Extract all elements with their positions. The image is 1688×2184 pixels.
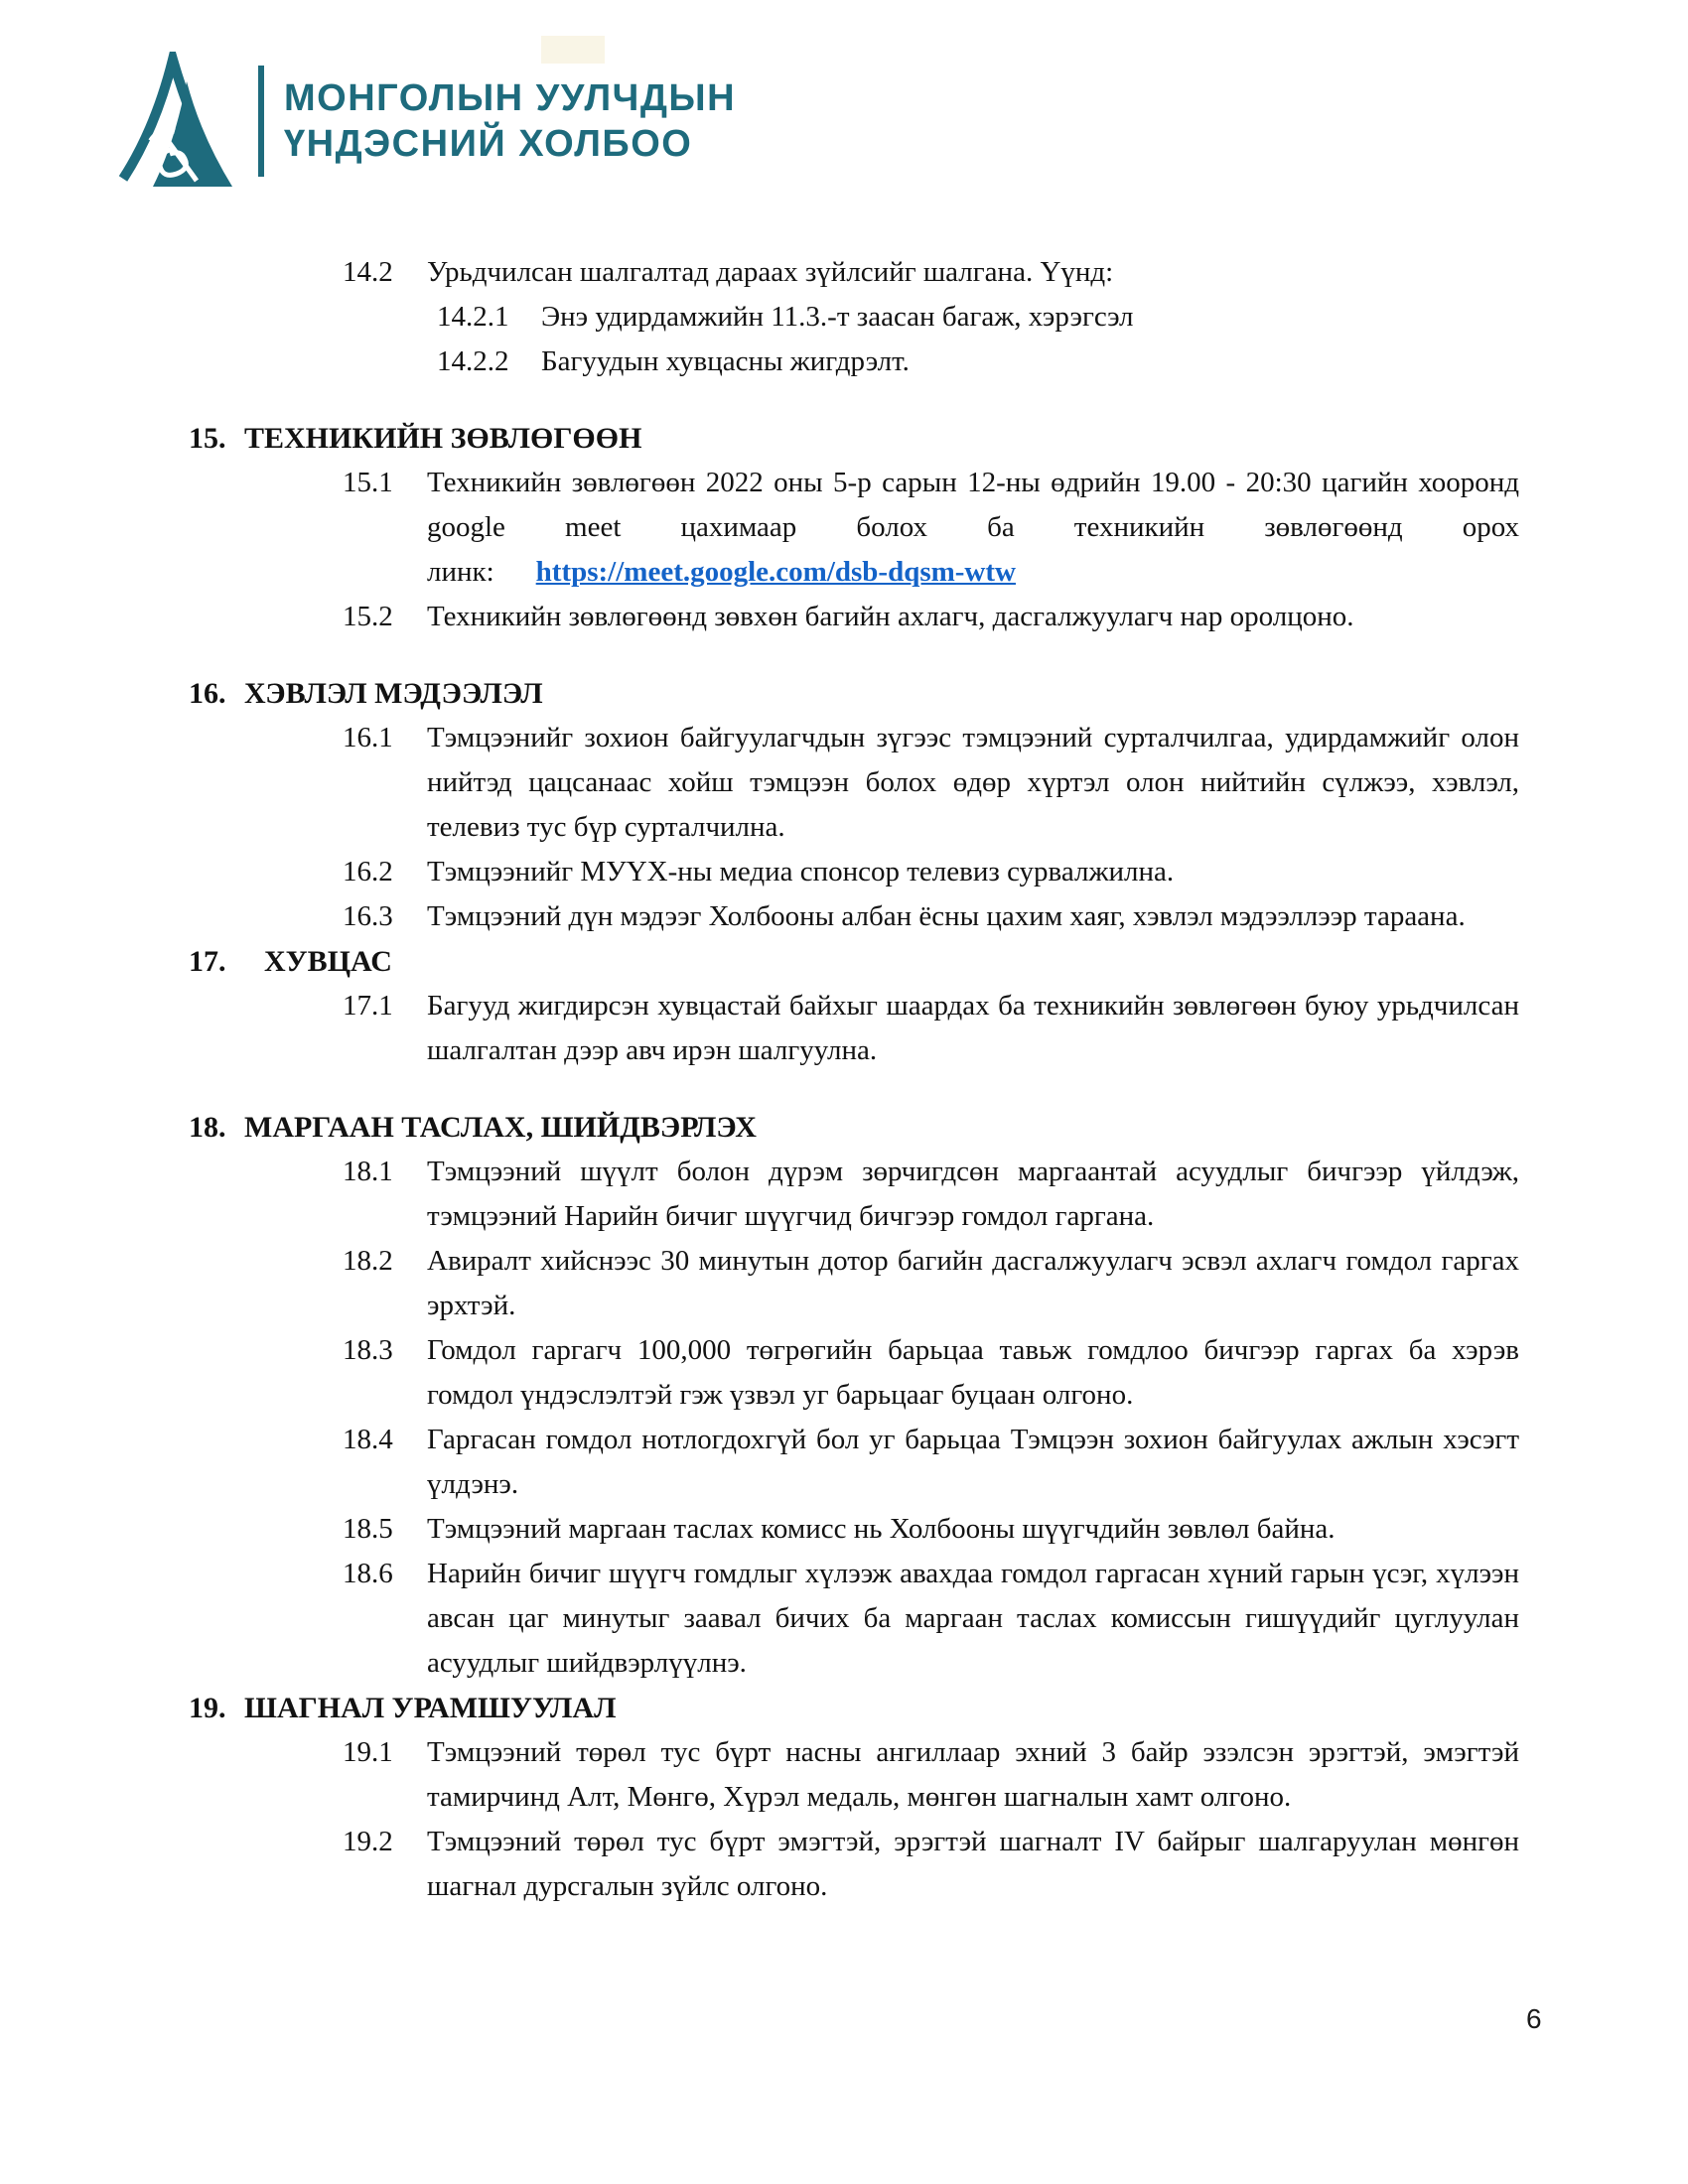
item-text: Тэмцээний маргаан таслах комисс нь Холбооны шүүгчдийн зөвлөл байна. [427,1513,1336,1545]
item-number: 19.2 [343,1826,393,1857]
heading-title: ШАГНАЛ УРАМШУУЛАЛ [244,1692,617,1724]
item-text: Тэмцээнийг зохион байгуулагчдын зүгээс тэмцээний сурталчилгаа, удирдамжийг олон нийтэд цацсанаас хойш тэмцээн болох өдөр хүртэл олон нийтийн сүлжээ, хэвлэл, телевиз тус бүр сурталчилна. [427,722,1519,843]
list-item-16-2 [343,850,1519,894]
item-text: Энэ удирдамжийн 11.3.-т заасан багаж, хэрэгсэл [541,301,1134,333]
item-number: 16.3 [343,900,393,932]
org-name-line2: ҮНДЭСНИЙ ХОЛБОО [284,123,693,165]
list-item-16-1 [343,716,1519,850]
list-item-15-1 [343,461,1519,595]
meet-link[interactable]: https://meet.google.com/dsb-dqsm-wtw [535,556,1016,588]
item-number: 15.2 [343,601,393,632]
heading-title: ХУВЦАС [264,945,392,978]
list-item-18-6 [343,1552,1519,1686]
section-heading-17 [189,939,1519,984]
item-number: 15.1 [343,467,393,498]
item-number: 17.1 [343,990,393,1022]
spacer [189,639,1519,671]
item-text [427,461,1519,595]
spacer [189,1073,1519,1105]
item-number: 18.3 [343,1334,393,1366]
item-number: 18.5 [343,1513,393,1545]
logo-divider [258,66,264,177]
item-text: Тэмцээний шүүлт болон дүрэм зөрчигдсөн маргаантай асуудлыг бичгээр үйлдэж, тэмцээний Нарийн бичиг шүүгчид бичгээр гомдол гаргана. [427,1156,1519,1232]
item-text: Урьдчилсан шалгалтад дараах зүйлсийг шалгана. Үүнд: [427,256,1114,288]
heading-number: 16. [189,677,226,710]
item-number: 14.2 [343,256,393,288]
list-item-19-1 [343,1730,1519,1820]
item-text: Тэмцээний дүн мэдээг Холбооны албан ёсны цахим хаяг, хэвлэл мэдээллээр тараана. [427,900,1466,932]
org-name [284,75,736,167]
heading-number: 19. [189,1692,226,1724]
page-number: 6 [1526,2003,1542,2034]
section-heading-18 [189,1105,1519,1150]
item-text: Тэмцээний төрөл тус бүрт насны ангиллаар эхний 3 байр эзэлсэн эрэгтэй, эмэгтэй тамирчинд Алт, Мөнгө, Хүрэл медаль, мөнгөн шагналын хамт олгоно. [427,1736,1519,1813]
item-text: Техникийн зөвлөгөөнд зөвхөн багийн ахлагч, дасгалжуулагч нар оролцоно. [427,601,1354,632]
list-item-14-2-2 [437,340,1519,384]
item-number: 16.2 [343,856,393,887]
org-logo [117,52,736,191]
heading-number: 18. [189,1111,226,1144]
org-name-line1: МОНГОЛЫН УУЛЧДЫН [284,77,737,119]
list-item-18-3 [343,1328,1519,1418]
list-item-18-5 [343,1507,1519,1552]
list-item-14-2-1 [437,295,1519,340]
item-number: 19.1 [343,1736,393,1768]
item-number: 18.2 [343,1245,393,1277]
mountain-ice-axe-icon [117,52,244,191]
item-text: Авиралт хийснээс 30 минутын дотор багийн дасгалжуулагч эсвэл ахлагч гомдол гаргах эрхтэй. [427,1245,1519,1321]
heading-number: 17. [189,945,226,978]
list-item-15-2 [343,595,1519,639]
spacer [189,384,1519,416]
item-number: 14.2.1 [437,301,509,333]
list-item-19-2 [343,1820,1519,1909]
list-item-18-1 [343,1150,1519,1239]
section-heading-16 [189,671,1519,716]
item-number: 18.4 [343,1424,393,1455]
item-text: Тэмцээний төрөл тус бүрт эмэгтэй, эрэгтэй шагналт IV байрыг шалгаруулан мөнгөн шагнал дурсгалын зүйлс олгоно. [427,1826,1519,1902]
list-item-18-4 [343,1418,1519,1507]
section-heading-15 [189,416,1519,461]
section-heading-19 [189,1686,1519,1730]
document-body [189,250,1519,1909]
item-number: 18.1 [343,1156,393,1187]
heading-title: ТЕХНИКИЙН ЗӨВЛӨГӨӨН [244,422,642,455]
item-text: Багууд жигдирсэн хувцастай байхыг шаардах ба техникийн зөвлөгөөн буюу урьдчилсан шалгалтан дээр авч ирэн шалгуулна. [427,990,1519,1066]
item-text: Багуудын хувцасны жигдрэлт. [541,345,910,377]
list-item-17-1 [343,984,1519,1073]
heading-number: 15. [189,422,226,455]
item-text-run: Техникийн зөвлөгөөн 2022 оны 5-р сарын 12-ны өдрийн 19.00 - 20:30 цагийн хооронд google meet цахимаар болох ба техникийн зөвлөгөөнд орох линк: [427,467,1519,588]
item-text: Гаргасан гомдол нотлогдохгүй бол уг барьцаа Тэмцээн зохион байгуулах ажлын хэсэгт үлдэнэ. [427,1424,1519,1500]
list-item-16-3 [343,894,1519,939]
item-text: Нарийн бичиг шүүгч гомдлыг хүлээж авахдаа гомдол гаргасан хүний гарын үсэг, хүлээн авсан цаг минутыг заавал бичих ба маргаан таслах комиссын гишүүдийг цуглуулан асуудлыг шийдвэрлүүлнэ. [427,1558,1519,1679]
heading-title: ХЭВЛЭЛ МЭДЭЭЛЭЛ [244,677,543,710]
list-item-14-2 [343,250,1519,295]
heading-title: МАРГААН ТАСЛАХ, ШИЙДВЭРЛЭХ [244,1111,757,1144]
item-number: 16.1 [343,722,393,753]
item-number: 18.6 [343,1558,393,1589]
item-number: 14.2.2 [437,345,509,377]
item-text: Гомдол гаргагч 100,000 төгрөгийн барьцаа тавьж гомдлоо бичгээр гаргах ба хэрэв гомдол үндэслэлтэй гэж үзвэл уг барьцааг буцаан олгоно. [427,1334,1519,1411]
list-item-18-2 [343,1239,1519,1328]
item-text: Тэмцээнийг МУҮХ-ны медиа спонсор телевиз сурвалжилна. [427,856,1175,887]
